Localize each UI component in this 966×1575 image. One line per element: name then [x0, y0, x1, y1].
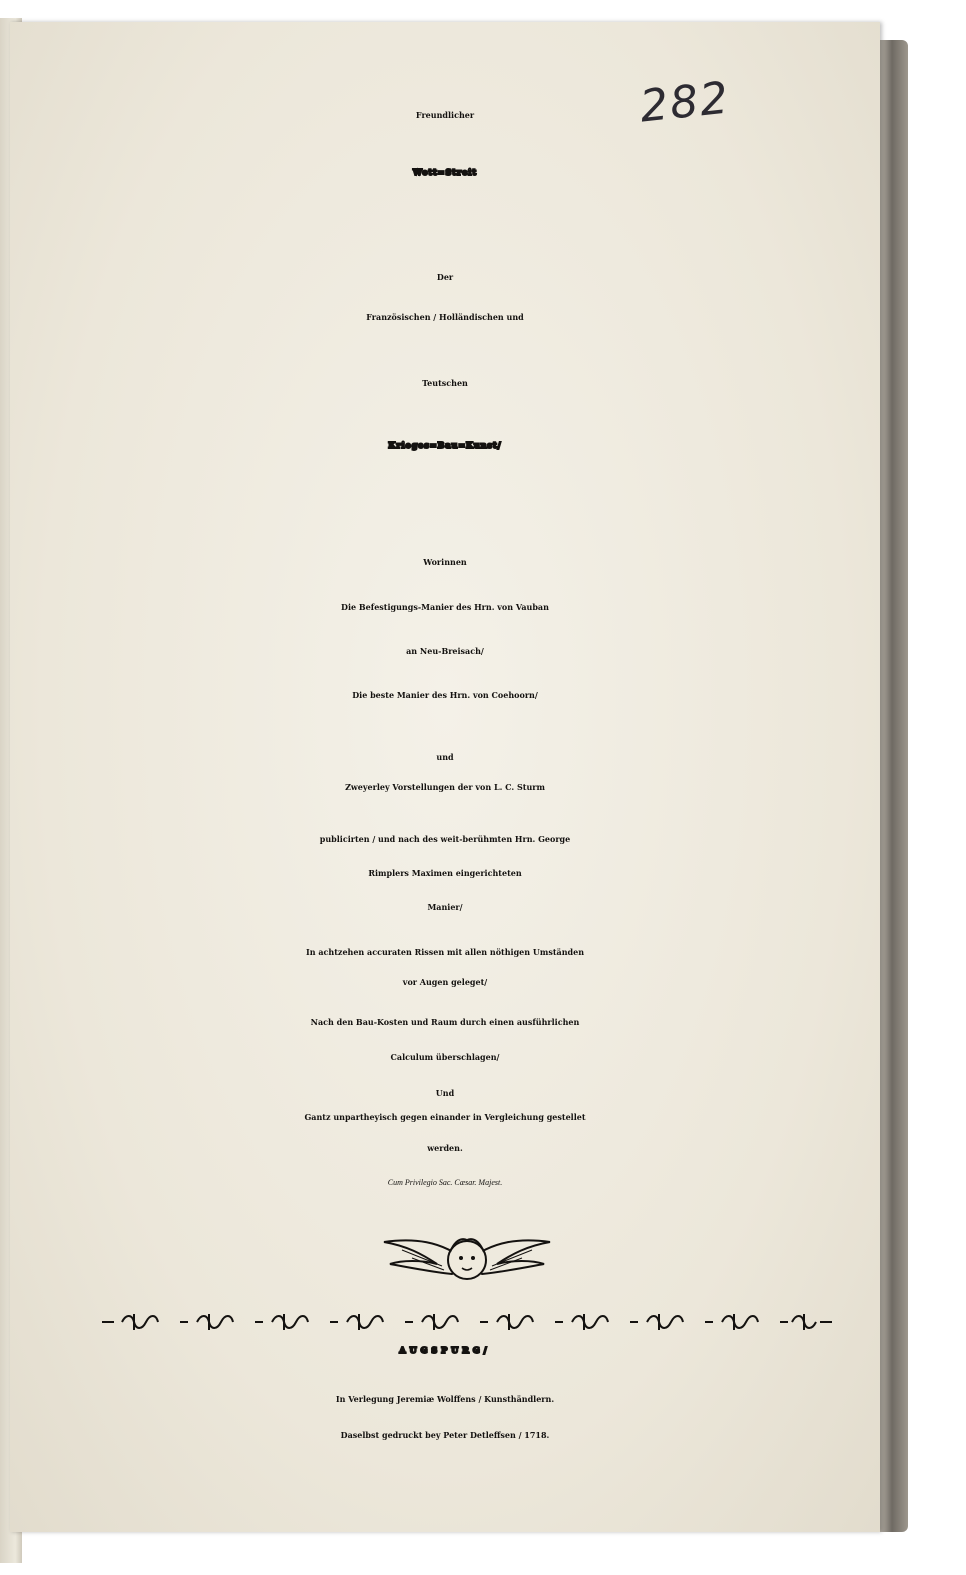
privilege-line: Cum Privilegio Sac. Cæsar. Majest.	[387, 1178, 503, 1187]
title-line-19: Calculum überschlagen/	[390, 1052, 500, 1062]
title-line-15: Manier/	[427, 902, 463, 912]
title-line-16: In achtzehen accuraten Rissen mit allen nöthigen Umständen	[305, 947, 585, 957]
title-line-11: und	[436, 752, 454, 762]
imprint-city: AUGSPURG/	[399, 1345, 491, 1355]
title-line-2: Wett=Streit	[412, 167, 478, 177]
title-line-14: Rimplers Maximen eingerichteten	[368, 868, 522, 878]
title-line-21: Gantz unpartheyisch gegen einander in Vergleichung gestellet	[304, 1112, 586, 1122]
title-line-12: Zweyerley Vorstellungen der von L. C. Sturm	[345, 782, 545, 792]
imprint-publisher: In Verlegung Jeremiæ Wolffens / Kunsthändlern.	[335, 1394, 555, 1404]
title-line-3: Der	[436, 272, 454, 282]
title-line-17: vor Augen geleget/	[402, 977, 488, 987]
title-line-6: Krieges=Bau=Kunst/	[388, 440, 502, 450]
title-line-18: Nach den Bau-Kosten und Raum durch einen ausführlichen	[310, 1017, 580, 1027]
title-line-13: publicirten / und nach des weit-berühmten Hrn. George	[319, 834, 571, 844]
ornamental-rule	[102, 1310, 832, 1334]
title-line-20: Und	[435, 1088, 455, 1098]
title-line-10: Die beste Manier des Hrn. von Coehoorn/	[352, 690, 538, 700]
cherub-ornament	[382, 1230, 552, 1294]
title-line-9: an Neu-Breisach/	[406, 646, 484, 656]
title-line-5: Teutschen	[422, 378, 468, 388]
handwritten-shelf-mark: 282	[637, 72, 733, 133]
imprint-printer: Daselbst gedruckt bey Peter Detleffsen / 1718.	[340, 1430, 550, 1440]
title-line-8: Die Befestigungs-Manier des Hrn. von Vauban	[341, 602, 549, 612]
title-line-22: werden.	[427, 1143, 463, 1153]
title-page	[10, 22, 880, 1532]
title-line-7: Worinnen	[423, 557, 467, 567]
title-line-4: Französischen / Holländischen und	[366, 312, 524, 322]
title-line-1: Freundlicher	[415, 110, 475, 120]
